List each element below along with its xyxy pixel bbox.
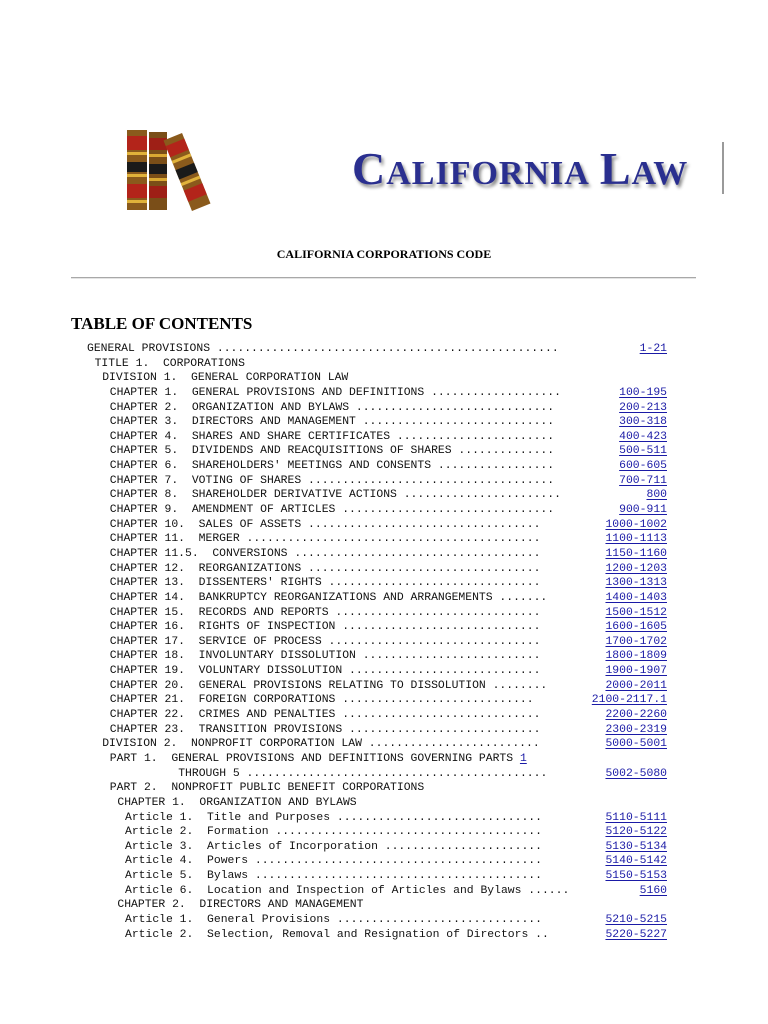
toc-row <box>87 635 687 650</box>
toc-entry-text: CHAPTER 8. SHAREHOLDER DERIVATIVE ACTIONS ....................... <box>109 489 561 502</box>
toc-row <box>87 518 687 533</box>
toc-section-link[interactable]: 5120-5122 <box>605 826 667 839</box>
toc-entry-text: THROUGH 5 ............................................ <box>178 767 548 780</box>
toc-entry-text: Article 4. Powers .......................................... <box>125 855 542 868</box>
toc-section-link[interactable]: 600-605 <box>619 460 667 473</box>
toc-row <box>87 591 687 606</box>
toc-section-link[interactable]: 900-911 <box>619 504 667 517</box>
toc-entry-text: CHAPTER 16. RIGHTS OF INSPECTION ............................. <box>109 621 541 634</box>
toc-entry-text: Article 5. Bylaws .......................................... <box>125 870 542 883</box>
toc-row <box>87 752 687 767</box>
toc-entry-text: CHAPTER 1. ORGANIZATION AND BYLAWS <box>117 796 357 809</box>
toc-entry-text: Article 1. General Provisions .............................. <box>125 913 542 926</box>
toc-entry-text: CHAPTER 6. SHAREHOLDERS' MEETINGS AND CONSENTS ................. <box>109 460 555 473</box>
toc-row <box>87 767 687 782</box>
toc-entry-text: CHAPTER 11. MERGER ........................................... <box>109 533 541 546</box>
toc-row <box>87 840 687 855</box>
horizontal-rule <box>71 277 696 279</box>
toc-entry-text: Article 2. Selection, Removal and Resignation of Directors .. <box>125 928 549 941</box>
toc-section-link[interactable]: 5220-5227 <box>605 928 667 941</box>
toc-row <box>87 898 687 913</box>
toc-row <box>87 649 687 664</box>
toc-entry-text: CHAPTER 20. GENERAL PROVISIONS RELATING TO DISSOLUTION ........ <box>109 679 548 692</box>
toc-row <box>87 811 687 826</box>
toc-row <box>87 342 687 357</box>
toc-section-link[interactable]: 400-423 <box>619 430 667 443</box>
toc-row <box>87 723 687 738</box>
toc-entry-text: GENERAL PROVISIONS .................................................. <box>87 343 559 355</box>
toc-row <box>87 444 687 459</box>
toc-entry-text: CHAPTER 7. VOTING OF SHARES .................................... <box>109 474 555 487</box>
toc-section-link[interactable]: 1600-1605 <box>605 621 667 634</box>
toc-entry-text: PART 2. NONPROFIT PUBLIC BENEFIT CORPORATIONS <box>109 782 425 795</box>
toc-section-link[interactable]: 1500-1512 <box>605 606 667 619</box>
toc-section-link[interactable]: 5140-5142 <box>605 855 667 868</box>
toc-row <box>87 430 687 445</box>
toc-entry-text: CHAPTER 10. SALES OF ASSETS .................................. <box>109 518 541 531</box>
toc-entry-text: CHAPTER 2. DIRECTORS AND MANAGEMENT <box>117 899 364 912</box>
toc-row <box>87 474 687 489</box>
logo-letter: C <box>352 143 387 194</box>
toc-row <box>87 928 687 943</box>
toc-section-link[interactable]: 1100-1113 <box>605 533 667 546</box>
toc-row <box>87 620 687 635</box>
toc-row <box>87 547 687 562</box>
toc-entry-text: CHAPTER 5. DIVIDENDS AND REACQUISITIONS OF SHARES .............. <box>109 445 555 458</box>
toc-row <box>87 503 687 518</box>
toc-row <box>87 488 687 503</box>
toc-section-link[interactable]: 1300-1313 <box>605 577 667 590</box>
toc-section-link[interactable]: 1400-1403 <box>605 591 667 604</box>
toc-section-link[interactable]: 5110-5111 <box>605 811 667 824</box>
toc-section-link[interactable]: 500-511 <box>619 445 667 458</box>
toc-entry-text: CHAPTER 12. REORGANIZATIONS .................................. <box>109 562 541 575</box>
toc-section-link[interactable]: 2200-2260 <box>605 709 667 722</box>
toc-row <box>87 825 687 840</box>
toc-row <box>87 781 687 796</box>
toc-section-link[interactable]: 2100-2117.1 <box>591 694 667 707</box>
toc-row <box>87 532 687 547</box>
toc-row <box>87 415 687 430</box>
toc-entry-text: DIVISION 1. GENERAL CORPORATION LAW <box>102 372 349 385</box>
toc-row <box>87 708 687 723</box>
toc-section-link[interactable]: 5210-5215 <box>605 913 667 926</box>
toc-section-link[interactable]: 100-195 <box>619 386 667 399</box>
toc-row <box>87 357 687 372</box>
logo-word: ALIFORNIA <box>386 155 590 192</box>
logo-letter: L <box>599 143 632 194</box>
toc-entry-text: CHAPTER 18. INVOLUNTARY DISSOLUTION .......................... <box>109 650 541 663</box>
toc-entry-text: CHAPTER 19. VOLUNTARY DISSOLUTION ............................ <box>109 665 541 678</box>
toc-row <box>87 664 687 679</box>
toc-section-link[interactable]: 5160 <box>639 884 667 897</box>
toc-entry-text: PART 1. GENERAL PROVISIONS AND DEFINITIONS GOVERNING PARTS 1 <box>109 752 527 765</box>
logo-word: AW <box>631 155 689 192</box>
toc-section-link[interactable]: 1200-1203 <box>605 562 667 575</box>
toc-row <box>87 606 687 621</box>
toc-heading: TABLE OF CONTENTS <box>71 314 253 333</box>
toc-row <box>87 884 687 899</box>
toc-section-link[interactable]: 300-318 <box>619 416 667 429</box>
toc-section-link[interactable]: 1900-1907 <box>605 665 667 678</box>
toc-section-link[interactable]: 200-213 <box>619 401 667 414</box>
toc-section-link[interactable]: 800 <box>646 489 667 502</box>
toc-entry-text: CHAPTER 3. DIRECTORS AND MANAGEMENT ............................ <box>109 416 555 429</box>
toc-section-link[interactable]: 2000-2011 <box>605 679 667 692</box>
toc-entry-text: CHAPTER 14. BANKRUPTCY REORGANIZATIONS AND ARRANGEMENTS ....... <box>109 591 548 604</box>
toc-section-link[interactable]: 1800-1809 <box>605 650 667 663</box>
toc-entry-text: CHAPTER 1. GENERAL PROVISIONS AND DEFINITIONS ................... <box>109 386 561 399</box>
toc-section-link[interactable]: 1700-1702 <box>605 635 667 648</box>
site-logo-title <box>352 142 688 198</box>
toc-entry-text: TITLE 1. CORPORATIONS <box>94 357 245 370</box>
toc-row <box>87 869 687 884</box>
toc-section-link[interactable]: 1150-1160 <box>605 547 667 560</box>
toc-row <box>87 401 687 416</box>
toc-entry-text: CHAPTER 15. RECORDS AND REPORTS .............................. <box>109 606 541 619</box>
toc-section-link[interactable]: 5002-5080 <box>605 767 667 780</box>
toc-section-link[interactable]: 1-21 <box>639 343 667 355</box>
toc-row <box>87 737 687 752</box>
toc-entry-text: CHAPTER 23. TRANSITION PROVISIONS ............................ <box>109 723 541 736</box>
toc-entry-text: CHAPTER 13. DISSENTERS' RIGHTS ............................... <box>109 577 541 590</box>
table-of-contents <box>87 342 687 942</box>
toc-section-link[interactable]: 2300-2319 <box>605 723 667 736</box>
toc-section-link[interactable]: 5150-5153 <box>605 870 667 883</box>
toc-entry-text: Article 1. Title and Purposes .............................. <box>125 811 542 824</box>
toc-entry-text: CHAPTER 11.5. CONVERSIONS .................................... <box>109 547 541 560</box>
toc-entry-text: CHAPTER 2. ORGANIZATION AND BYLAWS ............................. <box>109 401 555 414</box>
toc-row <box>87 576 687 591</box>
toc-entry-text: CHAPTER 4. SHARES AND SHARE CERTIFICATES ....................... <box>109 430 555 443</box>
toc-entry-text: DIVISION 2. NONPROFIT CORPORATION LAW ......................... <box>102 738 540 751</box>
toc-row <box>87 386 687 401</box>
toc-row <box>87 854 687 869</box>
law-books-icon <box>125 128 221 212</box>
toc-entry-text: Article 3. Articles of Incorporation ....................... <box>125 840 542 853</box>
toc-entry-text: CHAPTER 22. CRIMES AND PENALTIES ............................. <box>109 709 541 722</box>
toc-row <box>87 679 687 694</box>
toc-row <box>87 562 687 577</box>
toc-entry-text: CHAPTER 9. AMENDMENT OF ARTICLES ............................... <box>109 504 555 517</box>
toc-row <box>87 371 687 386</box>
toc-entry-text: CHAPTER 17. SERVICE OF PROCESS ............................... <box>109 635 541 648</box>
toc-section-link[interactable]: 1000-1002 <box>605 518 667 531</box>
toc-entry-text: CHAPTER 21. FOREIGN CORPORATIONS ............................ <box>109 694 534 707</box>
toc-row <box>87 693 687 708</box>
toc-entry-text: Article 6. Location and Inspection of Articles and Bylaws ...... <box>125 884 570 897</box>
toc-row <box>87 913 687 928</box>
toc-row <box>87 796 687 811</box>
document-title: CALIFORNIA CORPORATIONS CODE <box>276 247 492 261</box>
toc-entry-text: Article 2. Formation ....................................... <box>125 826 542 839</box>
toc-row <box>87 459 687 474</box>
header-divider <box>722 142 724 194</box>
toc-section-link[interactable]: 700-711 <box>619 474 667 487</box>
toc-section-link[interactable]: 5000-5001 <box>605 738 667 751</box>
toc-section-link[interactable]: 5130-5134 <box>605 840 667 853</box>
toc-section-link[interactable]: 1 <box>519 752 527 765</box>
